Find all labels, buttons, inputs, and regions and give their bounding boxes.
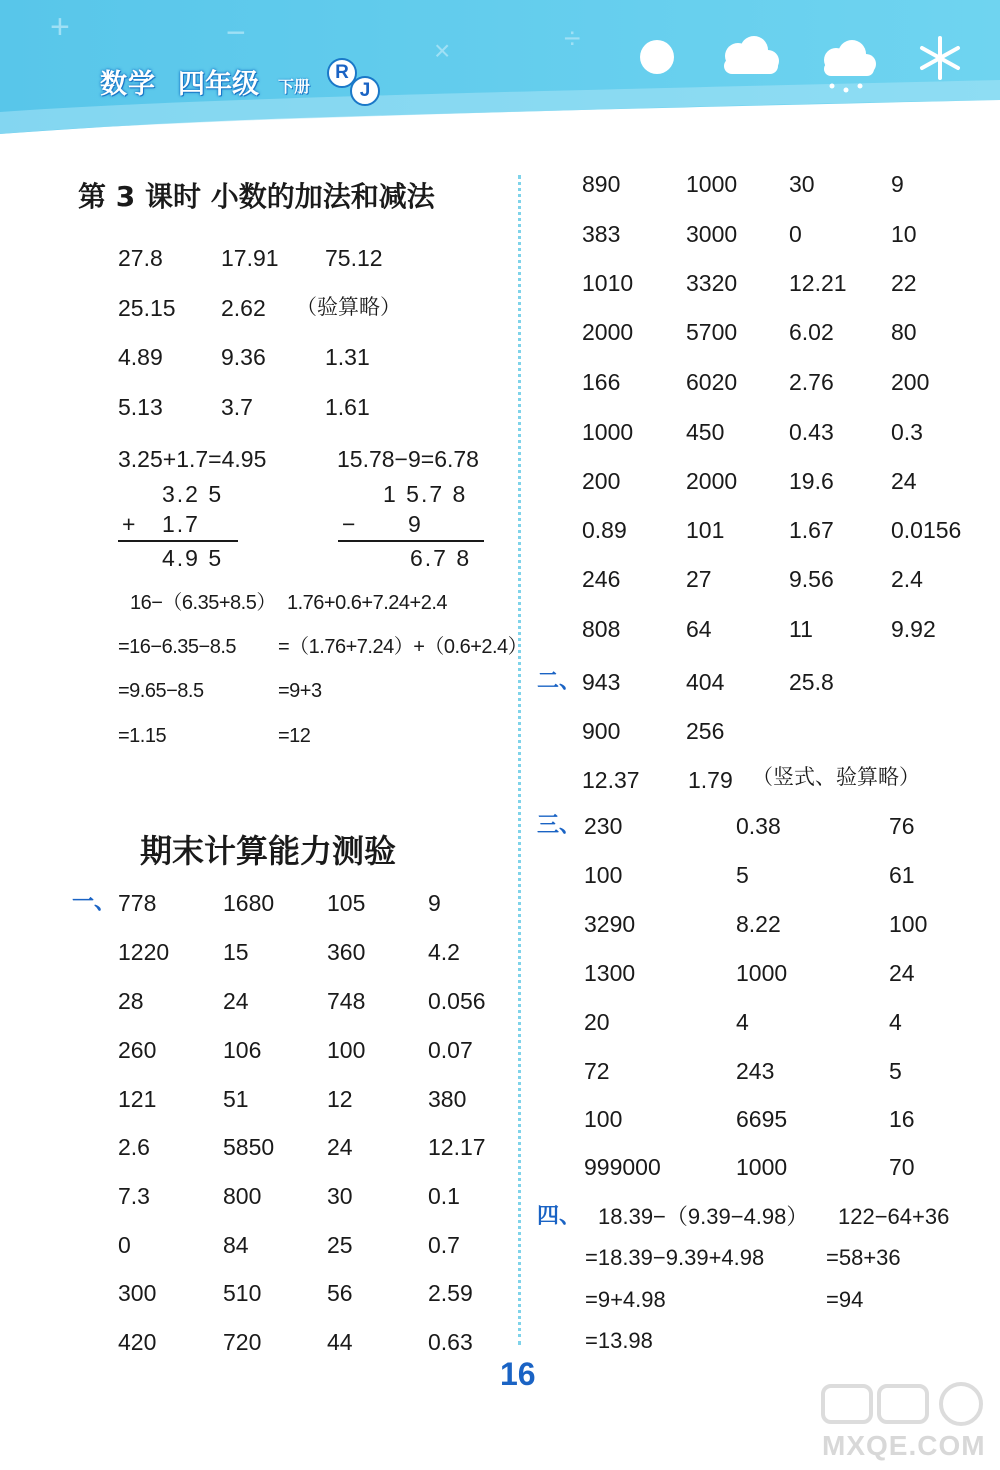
- calc-operator: +: [122, 511, 136, 537]
- calc-result: 4.9 5: [162, 545, 224, 571]
- grade-label: 四年级: [178, 69, 259, 100]
- answer-cell: 256: [686, 718, 725, 744]
- answer-cell: 1.61: [325, 394, 370, 420]
- answer-cell: 75.12: [325, 245, 383, 271]
- calc-step: =9+3: [278, 680, 322, 702]
- answer-cell: 9.36: [221, 344, 266, 370]
- answer-cell: 27: [686, 566, 712, 592]
- answer-cell: 720: [223, 1329, 262, 1355]
- answer-cell: 56: [327, 1280, 353, 1306]
- answer-cell: 1300: [584, 960, 636, 986]
- calc-step: 122−64+36: [838, 1204, 950, 1229]
- answer-cell: 0.3: [891, 419, 923, 445]
- calc-operator: −: [342, 511, 356, 537]
- answer-cell: 383: [582, 221, 621, 247]
- answer-cell: 7.3: [118, 1183, 150, 1209]
- answer-cell: 778: [118, 890, 157, 916]
- answer-cell: 22: [891, 270, 917, 296]
- answer-cell: 5850: [223, 1134, 275, 1160]
- volume-label: 下册: [278, 77, 311, 96]
- answer-cell: 76: [889, 813, 915, 839]
- calc-equation: 3.25+1.7=4.95: [118, 446, 267, 472]
- answer-cell: 890: [582, 171, 621, 197]
- answer-cell: 30: [789, 171, 815, 197]
- section-mark-2: 二、: [537, 669, 582, 694]
- minus-symbol: −: [226, 14, 246, 52]
- answer-cell: 900: [582, 718, 621, 744]
- calc-step: =9+4.98: [585, 1287, 666, 1312]
- answer-cell: 808: [582, 616, 621, 642]
- calc-step: =18.39−9.39+4.98: [585, 1245, 765, 1270]
- answer-cell: 24: [889, 960, 915, 986]
- answer-cell: 4: [736, 1009, 749, 1035]
- answer-cell: 5: [889, 1058, 902, 1084]
- answer-cell: 100: [889, 911, 928, 937]
- subject-label: 数学: [100, 69, 156, 100]
- answer-cell: 0.38: [736, 813, 781, 839]
- exam-title: 期末计算能力测验: [140, 832, 397, 870]
- section-mark-4: 四、: [537, 1204, 582, 1229]
- page-number: 16: [500, 1356, 536, 1392]
- answer-cell: 3320: [686, 270, 738, 296]
- divide-symbol: ÷: [564, 22, 581, 55]
- answer-cell: 230: [584, 813, 623, 839]
- calc-line: [338, 540, 484, 542]
- answer-cell: 2000: [582, 319, 634, 345]
- answer-cell: 246: [582, 566, 621, 592]
- answer-cell: 0.07: [428, 1037, 473, 1063]
- calc-second: 9: [408, 511, 421, 537]
- answer-cell: 748: [327, 988, 366, 1014]
- answer-cell: 0: [789, 221, 802, 247]
- answer-cell: 380: [428, 1086, 467, 1112]
- answer-cell: 3.7: [221, 394, 253, 420]
- header-banner: [0, 0, 1000, 135]
- edition-badge-j: J: [350, 76, 380, 106]
- answer-cell: 300: [118, 1280, 157, 1306]
- answer-cell: 1000: [736, 960, 788, 986]
- answer-cell: 2.6: [118, 1134, 150, 1160]
- answer-cell: 44: [327, 1329, 353, 1355]
- answer-cell: 51: [223, 1086, 249, 1112]
- plus-symbol: +: [50, 8, 70, 46]
- answer-cell: 0.1: [428, 1183, 460, 1209]
- answer-cell: 24: [223, 988, 249, 1014]
- answer-cell: 0.0156: [891, 517, 962, 543]
- column-divider: [518, 175, 521, 1345]
- answer-cell: 6020: [686, 369, 738, 395]
- answer-cell: 2.4: [891, 566, 923, 592]
- calc-step: =（1.76+7.24）+（0.6+2.4）: [278, 636, 528, 658]
- answer-cell: 25.15: [118, 295, 176, 321]
- answer-cell: 100: [584, 1106, 623, 1132]
- calc-result: 6.7 8: [410, 545, 472, 571]
- answer-cell: 3000: [686, 221, 738, 247]
- answer-cell: 30: [327, 1183, 353, 1209]
- calc-equation: 15.78−9=6.78: [337, 446, 479, 472]
- answer-cell: 84: [223, 1232, 249, 1258]
- answer-cell: 1.67: [789, 517, 834, 543]
- answer-cell: 12: [327, 1086, 353, 1112]
- answer-cell: 1000: [736, 1154, 788, 1180]
- answer-cell: 0.43: [789, 419, 834, 445]
- answer-cell: 166: [582, 369, 621, 395]
- calc-step: 1.76+0.6+7.24+2.4: [287, 592, 447, 614]
- answer-cell: 1220: [118, 939, 170, 965]
- answer-cell: 72: [584, 1058, 610, 1084]
- answer-cell: 4.2: [428, 939, 460, 965]
- answer-cell: 9: [428, 890, 441, 916]
- answer-cell: 260: [118, 1037, 157, 1063]
- answer-cell: 0.63: [428, 1329, 473, 1355]
- answer-cell: 105: [327, 890, 366, 916]
- answer-cell: 9: [891, 171, 904, 197]
- answer-cell: 6695: [736, 1106, 788, 1132]
- answer-cell: 80: [891, 319, 917, 345]
- answer-cell: 101: [686, 517, 725, 543]
- calc-line: [118, 540, 238, 542]
- answer-cell: 4: [889, 1009, 902, 1035]
- answer-cell: 243: [736, 1058, 775, 1084]
- answer-cell: 200: [582, 468, 621, 494]
- answer-cell: 5: [736, 862, 749, 888]
- answer-cell: 1000: [582, 419, 634, 445]
- answer-cell: 2.62: [221, 295, 266, 321]
- answer-cell: 510: [223, 1280, 262, 1306]
- answer-cell: 16: [889, 1106, 915, 1132]
- answer-cell: 2.76: [789, 369, 834, 395]
- section-mark-1: 一、: [72, 890, 117, 915]
- answer-cell: 5700: [686, 319, 738, 345]
- answer-cell: 19.6: [789, 468, 834, 494]
- calc-step: =9.65−8.5: [118, 680, 204, 702]
- sun-icon: [640, 40, 674, 74]
- calc-step: 18.39−（9.39−4.98）: [598, 1204, 809, 1229]
- answer-cell: 3290: [584, 911, 636, 937]
- answer-cell: 5.13: [118, 394, 163, 420]
- answer-cell: 1010: [582, 270, 634, 296]
- answer-cell: 2000: [686, 468, 738, 494]
- answer-cell: 404: [686, 669, 725, 695]
- answer-cell: 24: [891, 468, 917, 494]
- answer-cell: 24: [327, 1134, 353, 1160]
- answer-cell: 0.056: [428, 988, 486, 1014]
- answer-cell: 1680: [223, 890, 275, 916]
- answer-cell: 8.22: [736, 911, 781, 937]
- calc-step: =58+36: [826, 1245, 901, 1270]
- edition-badge-r: R: [327, 58, 357, 88]
- section-mark-3: 三、: [537, 813, 582, 838]
- calc-step: 16−（6.35+8.5）: [130, 592, 276, 614]
- answer-cell: 25: [327, 1232, 353, 1258]
- calc-step: =94: [826, 1287, 864, 1312]
- answer-cell: 12.37: [582, 767, 640, 793]
- answer-cell: 2.59: [428, 1280, 473, 1306]
- calc-top: 1 5.7 8: [383, 481, 468, 507]
- answer-cell: 1.79: [688, 767, 733, 793]
- answer-cell: 6.02: [789, 319, 834, 345]
- calc-second: 1.7: [162, 511, 200, 537]
- answer-cell: 28: [118, 988, 144, 1014]
- lesson-title: 第 3 课时 小数的加法和减法: [78, 180, 435, 213]
- answer-cell: 64: [686, 616, 712, 642]
- answer-cell: 1000: [686, 171, 738, 197]
- answer-cell: 20: [584, 1009, 610, 1035]
- answer-cell: 200: [891, 369, 930, 395]
- answer-cell: 121: [118, 1086, 157, 1112]
- answer-cell: 800: [223, 1183, 262, 1209]
- answer-cell: 106: [223, 1037, 262, 1063]
- times-symbol: ×: [434, 35, 451, 66]
- answer-cell: 0.89: [582, 517, 627, 543]
- answer-note: （竖式、验算略）: [752, 765, 920, 789]
- answer-cell: 11: [789, 616, 813, 642]
- answer-cell: 100: [327, 1037, 366, 1063]
- answer-cell: 943: [582, 669, 621, 695]
- answer-cell: 27.8: [118, 245, 163, 271]
- answer-cell: 15: [223, 939, 249, 965]
- answer-cell: 0: [118, 1232, 131, 1258]
- calc-step: =1.15: [118, 725, 167, 747]
- calc-step: =12: [278, 725, 311, 747]
- calc-step: =13.98: [585, 1328, 653, 1353]
- answer-cell: 61: [889, 862, 915, 888]
- answer-cell: 25.8: [789, 669, 834, 695]
- answer-cell: 420: [118, 1329, 157, 1355]
- answer-cell: 4.89: [118, 344, 163, 370]
- calc-step: =16−6.35−8.5: [118, 636, 237, 658]
- answer-cell: 1.31: [325, 344, 370, 370]
- answer-cell: 100: [584, 862, 623, 888]
- answer-cell: 9.92: [891, 616, 936, 642]
- answer-cell: 9.56: [789, 566, 834, 592]
- answer-cell: 999000: [584, 1154, 661, 1180]
- answer-cell: 12.17: [428, 1134, 486, 1160]
- answer-cell: 360: [327, 939, 366, 965]
- answer-cell: 0.7: [428, 1232, 460, 1258]
- calc-top: 3.2 5: [162, 481, 224, 507]
- answer-note: （验算略）: [296, 295, 401, 319]
- answer-cell: 17.91: [221, 245, 279, 271]
- answer-cell: 12.21: [789, 270, 847, 296]
- answer-cell: 10: [891, 221, 917, 247]
- answer-cell: 70: [889, 1154, 915, 1180]
- watermark-text: MXQE.COM: [822, 1430, 986, 1461]
- answer-cell: 450: [686, 419, 725, 445]
